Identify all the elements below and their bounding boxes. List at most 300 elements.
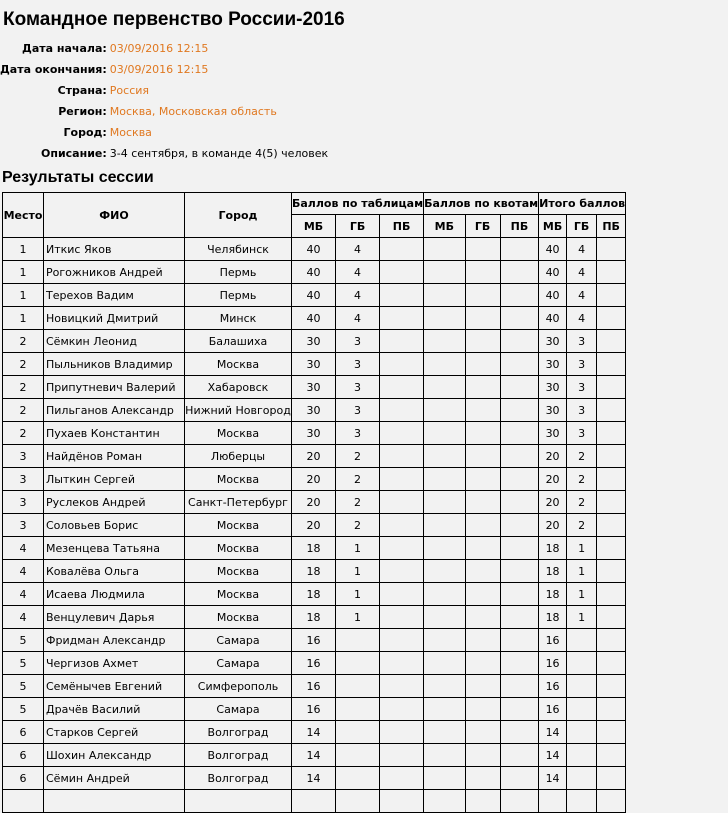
cell-total-pb [597, 491, 626, 514]
cell-total-pb [597, 744, 626, 767]
cell-city: Москва [185, 560, 292, 583]
table-row [3, 468, 626, 491]
cell-place: 2 [3, 353, 44, 376]
cell-total-gb: 4 [567, 307, 597, 330]
cell-tables-mb: 20 [292, 514, 336, 537]
cell-total-mb: 18 [539, 537, 567, 560]
cell-name: Пильганов Александр [44, 399, 185, 422]
header-quotas-pb: ПБ [500, 215, 538, 238]
cell-quotas-pb [500, 353, 538, 376]
cell-tables-pb [380, 422, 424, 445]
cell-tables-gb: 3 [336, 353, 380, 376]
cell-quotas-mb [424, 307, 465, 330]
cell-name: Шохин Александр [44, 744, 185, 767]
info-link[interactable]: 03/09/2016 12:15 [109, 63, 209, 76]
page-title: Командное первенство России-2016 [3, 9, 345, 30]
cell-tables-mb: 40 [292, 307, 336, 330]
cell-tables-gb: 1 [336, 583, 380, 606]
cell-total-pb [597, 353, 626, 376]
cell-quotas-pb [500, 514, 538, 537]
cell-total-mb: 16 [539, 675, 567, 698]
cell-tables-pb [380, 606, 424, 629]
cell-place: 2 [3, 399, 44, 422]
cell-name: Руслеков Андрей [44, 491, 185, 514]
cell-place: 1 [3, 284, 44, 307]
cell-tables-pb [380, 330, 424, 353]
cell-quotas-pb [500, 261, 538, 284]
table-row [3, 698, 626, 721]
cell-quotas-gb [465, 606, 500, 629]
cell-quotas-mb [424, 468, 465, 491]
cell-total-pb [597, 652, 626, 675]
cell-total-pb [597, 468, 626, 491]
cell-total-pb [597, 330, 626, 353]
cell-tables-pb [380, 284, 424, 307]
cell-name: Пыльников Владимир [44, 353, 185, 376]
cell-tables-mb: 30 [292, 353, 336, 376]
cell-total-mb: 30 [539, 353, 567, 376]
cell-city: Волгоград [185, 744, 292, 767]
cell-tables-mb: 30 [292, 376, 336, 399]
cell-total-pb [597, 307, 626, 330]
cell-name: Сёмкин Леонид [44, 330, 185, 353]
cell-name: Найдёнов Роман [44, 445, 185, 468]
cell-tables-gb: 4 [336, 261, 380, 284]
cell-total-gb: 1 [567, 583, 597, 606]
info-label: Регион: [58, 105, 107, 118]
cell-tables-pb [380, 652, 424, 675]
cell-city: Челябинск [185, 238, 292, 261]
cell-total-mb: 18 [539, 606, 567, 629]
cell-quotas-mb [424, 767, 465, 790]
cell-quotas-mb [424, 284, 465, 307]
results-table [2, 192, 626, 813]
cell-quotas-pb [500, 652, 538, 675]
cell-quotas-gb [465, 399, 500, 422]
cell-total-pb [597, 422, 626, 445]
cell-total-gb: 3 [567, 422, 597, 445]
tournament-info [0, 38, 328, 164]
header-quotas-gb: ГБ [465, 215, 500, 238]
cell-name: Ковалёва Ольга [44, 560, 185, 583]
cell-tables-gb [336, 675, 380, 698]
cell-tables-mb: 30 [292, 330, 336, 353]
cell-place: 2 [3, 422, 44, 445]
cell-tables-gb: 2 [336, 491, 380, 514]
table-row [3, 491, 626, 514]
cell-name: Фридман Александр [44, 629, 185, 652]
cell-quotas-mb [424, 491, 465, 514]
cell-quotas-pb [500, 721, 538, 744]
cell-tables-mb: 16 [292, 698, 336, 721]
cell-city: Нижний Новгород [185, 399, 292, 422]
cell-tables-gb [336, 721, 380, 744]
cell-total-gb: 1 [567, 537, 597, 560]
info-link[interactable]: Москва [109, 126, 152, 139]
cell-quotas-gb [465, 330, 500, 353]
cell-total-gb: 2 [567, 514, 597, 537]
cell-place: 1 [3, 238, 44, 261]
cell-total-pb [597, 629, 626, 652]
header-total-pb: ПБ [597, 215, 626, 238]
info-value: 3-4 сентября, в команде 4(5) человек [109, 147, 329, 160]
cell-quotas-gb [465, 652, 500, 675]
cell-tables-pb [380, 468, 424, 491]
cell-quotas-mb [424, 353, 465, 376]
table-row [3, 261, 626, 284]
cell-name: Исаева Людмила [44, 583, 185, 606]
cell-total-pb [597, 606, 626, 629]
cell-total-mb: 14 [539, 767, 567, 790]
cell-name: Мезенцева Татьяна [44, 537, 185, 560]
cell-quotas-gb [465, 629, 500, 652]
header-group-quotas: Баллов по квотам [424, 193, 539, 215]
cell-place: 2 [3, 376, 44, 399]
cell-name: Терехов Вадим [44, 284, 185, 307]
cell-place: 1 [3, 307, 44, 330]
cell-tables-gb: 1 [336, 537, 380, 560]
cell-total-mb: 40 [539, 307, 567, 330]
cell-total-gb: 2 [567, 491, 597, 514]
cell-quotas-pb [500, 330, 538, 353]
cell-quotas-gb [465, 238, 500, 261]
cell-city: Хабаровск [185, 376, 292, 399]
cell-quotas-gb [465, 698, 500, 721]
cell-total-gb [567, 721, 597, 744]
cell-quotas-gb [465, 445, 500, 468]
cell-tables-gb: 2 [336, 445, 380, 468]
cell-place: 5 [3, 652, 44, 675]
cell-city: Самара [185, 698, 292, 721]
cell-quotas-pb [500, 675, 538, 698]
cell-quotas-gb [465, 675, 500, 698]
cell-quotas-mb [424, 422, 465, 445]
cell-total-pb [597, 721, 626, 744]
cell-total-mb: 18 [539, 583, 567, 606]
cell-total-gb: 3 [567, 399, 597, 422]
cell-quotas-pb [500, 698, 538, 721]
cell-quotas-gb [465, 721, 500, 744]
cell-quotas-pb [500, 744, 538, 767]
cell-place: 4 [3, 606, 44, 629]
cell-name: Рогожников Андрей [44, 261, 185, 284]
cell-tables-mb: 20 [292, 468, 336, 491]
table-row [3, 767, 626, 790]
cell-total-pb [597, 537, 626, 560]
cell-tables-mb: 30 [292, 422, 336, 445]
cell-city: Москва [185, 353, 292, 376]
cell-tables-mb: 14 [292, 721, 336, 744]
cell-quotas-mb [424, 376, 465, 399]
cell-tables-gb [336, 652, 380, 675]
cell-quotas-gb [465, 261, 500, 284]
table-row [3, 560, 626, 583]
cell-total-pb [597, 514, 626, 537]
cell-quotas-mb [424, 537, 465, 560]
cell-quotas-gb [465, 583, 500, 606]
cell-name: Иткис Яков [44, 238, 185, 261]
cell-total-pb [597, 399, 626, 422]
cell-quotas-pb [500, 537, 538, 560]
cell-total-pb [597, 560, 626, 583]
cell-total-gb: 2 [567, 468, 597, 491]
cell-quotas-gb [465, 560, 500, 583]
cell-tables-gb [336, 629, 380, 652]
header-total-mb: МБ [539, 215, 567, 238]
cell-name: Семёнычев Евгений [44, 675, 185, 698]
table-row [3, 537, 626, 560]
cell-tables-gb: 4 [336, 238, 380, 261]
cell-place: 6 [3, 721, 44, 744]
info-link[interactable]: Россия [109, 84, 150, 97]
cell-city: Москва [185, 583, 292, 606]
cell-tables-pb [380, 629, 424, 652]
cell-place: 3 [3, 445, 44, 468]
cell-tables-mb: 14 [292, 767, 336, 790]
cell-quotas-pb [500, 767, 538, 790]
table-row [3, 376, 626, 399]
cell-total-mb: 40 [539, 238, 567, 261]
cell-total-pb [597, 767, 626, 790]
cell-tables-gb: 3 [336, 376, 380, 399]
cell-tables-gb: 3 [336, 422, 380, 445]
cell-tables-mb: 18 [292, 606, 336, 629]
cell-place: 1 [3, 261, 44, 284]
table-row [3, 629, 626, 652]
table-row [3, 307, 626, 330]
table-row [3, 583, 626, 606]
cell-quotas-gb [465, 767, 500, 790]
table-row [3, 422, 626, 445]
table-row [3, 675, 626, 698]
table-row [3, 744, 626, 767]
cell-total-pb [597, 675, 626, 698]
cell-tables-pb [380, 675, 424, 698]
table-row [3, 238, 626, 261]
cell-city: Люберцы [185, 445, 292, 468]
cell-quotas-mb [424, 629, 465, 652]
cell-total-mb: 16 [539, 698, 567, 721]
cell-name: Пухаев Константин [44, 422, 185, 445]
cell-tables-pb [380, 491, 424, 514]
cell-city: Москва [185, 606, 292, 629]
cell-quotas-pb [500, 629, 538, 652]
cell-city: Минск [185, 307, 292, 330]
cell-total-gb [567, 767, 597, 790]
table-row [3, 652, 626, 675]
cell-quotas-mb [424, 721, 465, 744]
cell-tables-gb [336, 767, 380, 790]
cell-tables-pb [380, 399, 424, 422]
cell-name: Новицкий Дмитрий [44, 307, 185, 330]
cell-total-mb: 30 [539, 399, 567, 422]
table-row [3, 330, 626, 353]
cell-city: Волгоград [185, 767, 292, 790]
cell-quotas-gb [465, 514, 500, 537]
cell-quotas-mb [424, 560, 465, 583]
cell-quotas-mb [424, 238, 465, 261]
cell-quotas-mb [424, 744, 465, 767]
cell-tables-mb: 16 [292, 675, 336, 698]
cell-city: Самара [185, 652, 292, 675]
cell-total-pb [597, 445, 626, 468]
cell-quotas-mb [424, 698, 465, 721]
cell-total-gb: 4 [567, 261, 597, 284]
cell-total-gb: 1 [567, 560, 597, 583]
cell-place: 5 [3, 675, 44, 698]
info-row [0, 80, 328, 101]
cell-city: Москва [185, 468, 292, 491]
cell-city: Пермь [185, 284, 292, 307]
info-label: Город: [63, 126, 107, 139]
cell-city: Москва [185, 514, 292, 537]
cell-quotas-mb [424, 514, 465, 537]
cell-quotas-gb [465, 307, 500, 330]
cell-place: 5 [3, 629, 44, 652]
cell-tables-pb [380, 353, 424, 376]
cell-quotas-pb [500, 583, 538, 606]
cell-tables-gb: 1 [336, 606, 380, 629]
cell-city: Самара [185, 629, 292, 652]
cell-tables-gb [336, 698, 380, 721]
cell-quotas-pb [500, 399, 538, 422]
cell-total-pb [597, 261, 626, 284]
cell-total-mb: 18 [539, 560, 567, 583]
cell-total-gb: 3 [567, 330, 597, 353]
info-row [0, 101, 328, 122]
cell-city: Волгоград [185, 721, 292, 744]
cell-tables-gb: 3 [336, 399, 380, 422]
info-label: Дата начала: [22, 42, 107, 55]
header-tables-gb: ГБ [336, 215, 380, 238]
info-row [0, 59, 328, 80]
cell-tables-pb [380, 261, 424, 284]
info-row [0, 38, 328, 59]
cell-quotas-gb [465, 284, 500, 307]
header-quotas-mb: МБ [424, 215, 465, 238]
info-label: Дата окончания: [0, 63, 107, 76]
cell-place: 4 [3, 560, 44, 583]
cell-quotas-gb [465, 353, 500, 376]
cell-place: 5 [3, 698, 44, 721]
cell-total-mb: 20 [539, 491, 567, 514]
cell-quotas-gb [465, 376, 500, 399]
cell-quotas-pb [500, 422, 538, 445]
section-title: Результаты сессии [2, 169, 154, 186]
table-row [3, 514, 626, 537]
cell-quotas-mb [424, 675, 465, 698]
cell-total-mb: 16 [539, 629, 567, 652]
cell-tables-gb: 2 [336, 468, 380, 491]
cell-total-mb: 14 [539, 744, 567, 767]
cell-total-mb: 20 [539, 468, 567, 491]
info-row [0, 122, 328, 143]
cell-tables-mb: 30 [292, 399, 336, 422]
cell-tables-mb: 40 [292, 238, 336, 261]
cell-place: 3 [3, 468, 44, 491]
cell-name: Лыткин Сергей [44, 468, 185, 491]
table-row [3, 353, 626, 376]
cell-tables-pb [380, 767, 424, 790]
cell-tables-gb: 3 [336, 330, 380, 353]
cell-total-gb [567, 675, 597, 698]
cell-quotas-pb [500, 376, 538, 399]
cell-quotas-gb [465, 537, 500, 560]
cell-quotas-pb [500, 284, 538, 307]
cell-tables-pb [380, 698, 424, 721]
cell-name: Соловьев Борис [44, 514, 185, 537]
cell-total-gb [567, 629, 597, 652]
cell-city: Москва [185, 537, 292, 560]
cell-city: Москва [185, 422, 292, 445]
cell-quotas-pb [500, 445, 538, 468]
cell-total-gb: 1 [567, 606, 597, 629]
cell-city: Санкт-Петербург [185, 491, 292, 514]
cell-quotas-pb [500, 468, 538, 491]
cell-total-mb: 20 [539, 445, 567, 468]
cell-quotas-mb [424, 399, 465, 422]
cell-quotas-mb [424, 261, 465, 284]
cell-tables-mb: 18 [292, 537, 336, 560]
info-link[interactable]: Москва, Московская область [109, 105, 277, 118]
cell-tables-gb [336, 744, 380, 767]
cell-total-mb: 16 [539, 652, 567, 675]
cell-total-pb [597, 698, 626, 721]
table-row [3, 606, 626, 629]
cell-name: Сёмин Андрей [44, 767, 185, 790]
cell-name: Чергизов Ахмет [44, 652, 185, 675]
cell-place: 3 [3, 514, 44, 537]
cell-quotas-pb [500, 560, 538, 583]
cell-tables-gb: 4 [336, 284, 380, 307]
cell-quotas-pb [500, 307, 538, 330]
cell-total-gb [567, 744, 597, 767]
cell-total-gb [567, 698, 597, 721]
table-row [3, 721, 626, 744]
cell-total-mb: 30 [539, 330, 567, 353]
info-link[interactable]: 03/09/2016 12:15 [109, 42, 209, 55]
cell-total-mb: 40 [539, 261, 567, 284]
cell-tables-pb [380, 514, 424, 537]
cell-quotas-mb [424, 445, 465, 468]
cell-name: Припутневич Валерий [44, 376, 185, 399]
cell-total-mb: 30 [539, 376, 567, 399]
cell-quotas-pb [500, 606, 538, 629]
cell-total-gb: 4 [567, 238, 597, 261]
cell-total-pb [597, 284, 626, 307]
cell-place: 6 [3, 744, 44, 767]
cell-quotas-pb [500, 238, 538, 261]
cell-city: Симферополь [185, 675, 292, 698]
cell-tables-pb [380, 445, 424, 468]
header-group-tables: Баллов по таблицам [292, 193, 424, 215]
header-name: ФИО [44, 193, 185, 238]
cell-total-mb: 40 [539, 284, 567, 307]
cell-tables-mb: 20 [292, 491, 336, 514]
cell-quotas-pb [500, 491, 538, 514]
cell-place: 2 [3, 330, 44, 353]
cell-total-pb [597, 238, 626, 261]
cell-total-gb [567, 652, 597, 675]
cell-total-pb [597, 583, 626, 606]
cell-quotas-gb [465, 491, 500, 514]
info-row [0, 143, 328, 164]
cell-quotas-mb [424, 330, 465, 353]
cell-place: 4 [3, 537, 44, 560]
cell-quotas-mb [424, 606, 465, 629]
cell-name: Венцулевич Дарья [44, 606, 185, 629]
cell-tables-pb [380, 307, 424, 330]
